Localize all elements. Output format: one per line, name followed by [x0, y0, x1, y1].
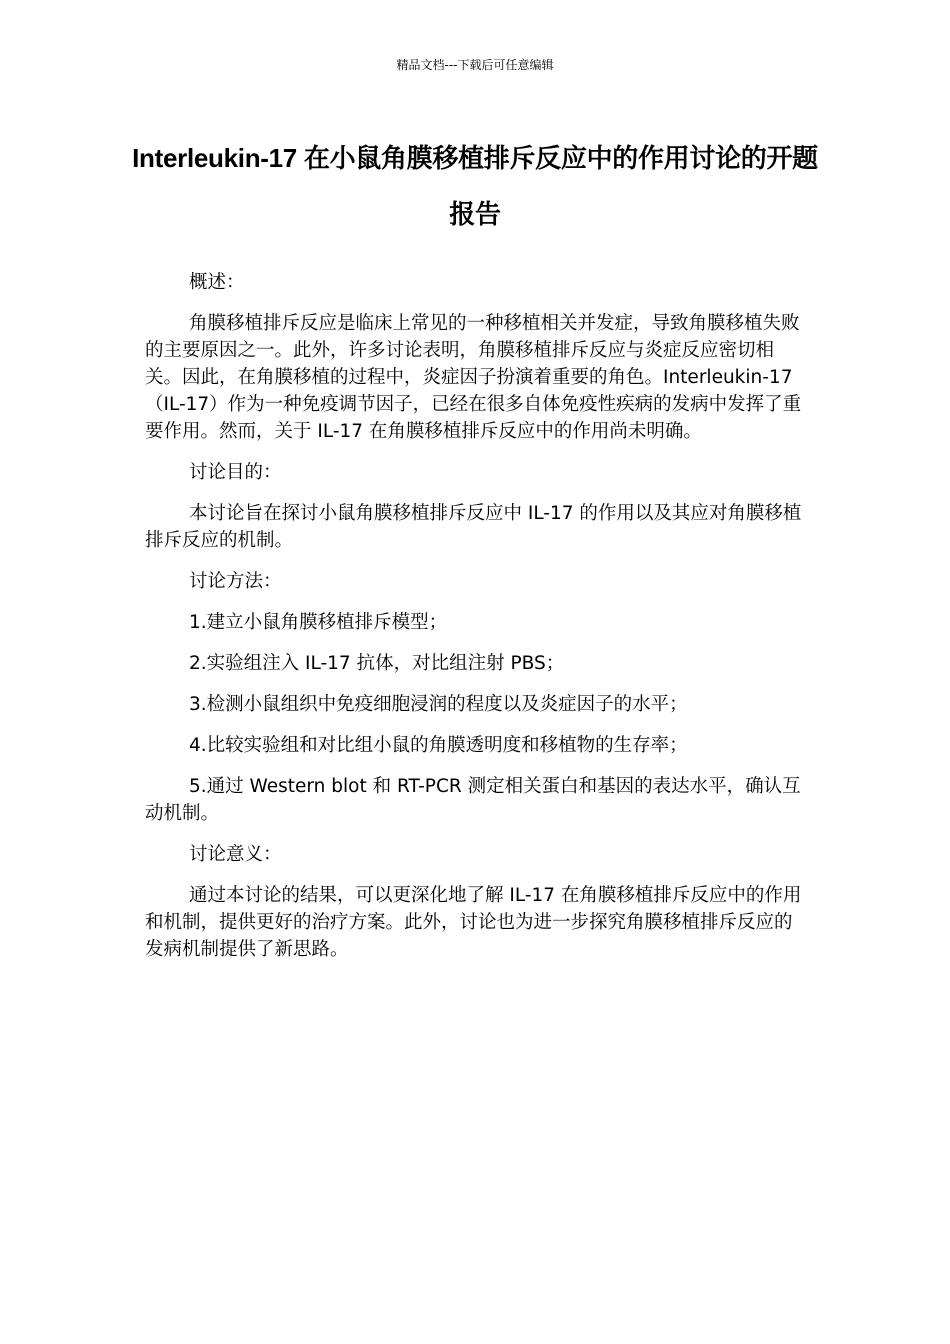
method-item-4: 4.比较实验组和对比组小鼠的角膜透明度和移植物的生存率；	[189, 735, 688, 756]
section-heading-overview: 概述：	[189, 272, 245, 293]
method-item-1: 1.建立小鼠角膜移植排斥模型；	[189, 612, 448, 633]
section-heading-purpose: 讨论目的：	[189, 462, 282, 483]
paragraph-purpose: 本讨论旨在探讨小鼠角膜移植排斥反应中 IL-17 的作用以及其应对角膜移植排斥反应的机制。	[145, 503, 802, 551]
page-header: 精品文档---下载后可任意编辑	[396, 58, 554, 72]
method-item-2: 2.实验组注入 IL-17 抗体，对比组注射 PBS；	[189, 653, 565, 674]
method-item-5: 5.通过 Western blot 和 RT-PCR 测定相关蛋白和基因的表达水平，确认互动机制。	[145, 776, 801, 824]
method-item-3: 3.检测小鼠组织中免疫细胞浸润的程度以及炎症因子的水平；	[189, 694, 688, 715]
document-title: Interleukin-17 在小鼠角膜移植排斥反应中的作用讨论的开题报告	[132, 143, 818, 229]
paragraph-significance: 通过本讨论的结果，可以更深化地了解 IL-17 在角膜移植排斥反应中的作用和机制，提供更好的治疗方案。此外，讨论也为进一步探究角膜移植排斥反应的发病机制提供了新思路。	[145, 885, 802, 960]
section-heading-significance: 讨论意义：	[189, 844, 282, 865]
document-body	[145, 269, 810, 977]
paragraph-overview: 角膜移植排斥反应是临床上常见的一种移植相关并发症，导致角膜移植失败的主要原因之一。此外，许多讨论表明，角膜移植排斥反应与炎症反应密切相关。因此，在角膜移植的过程中，炎症因子扮演着重要的角色。Interleukin-17（IL-17）作为一种免疫调节因子，已经在很多自体免疫性疾病的发病中发挥了重要作用。然而，关于 IL-17 在角膜移植排斥反应中的作用尚未明确。	[145, 313, 802, 442]
section-heading-methods: 讨论方法：	[189, 571, 282, 592]
